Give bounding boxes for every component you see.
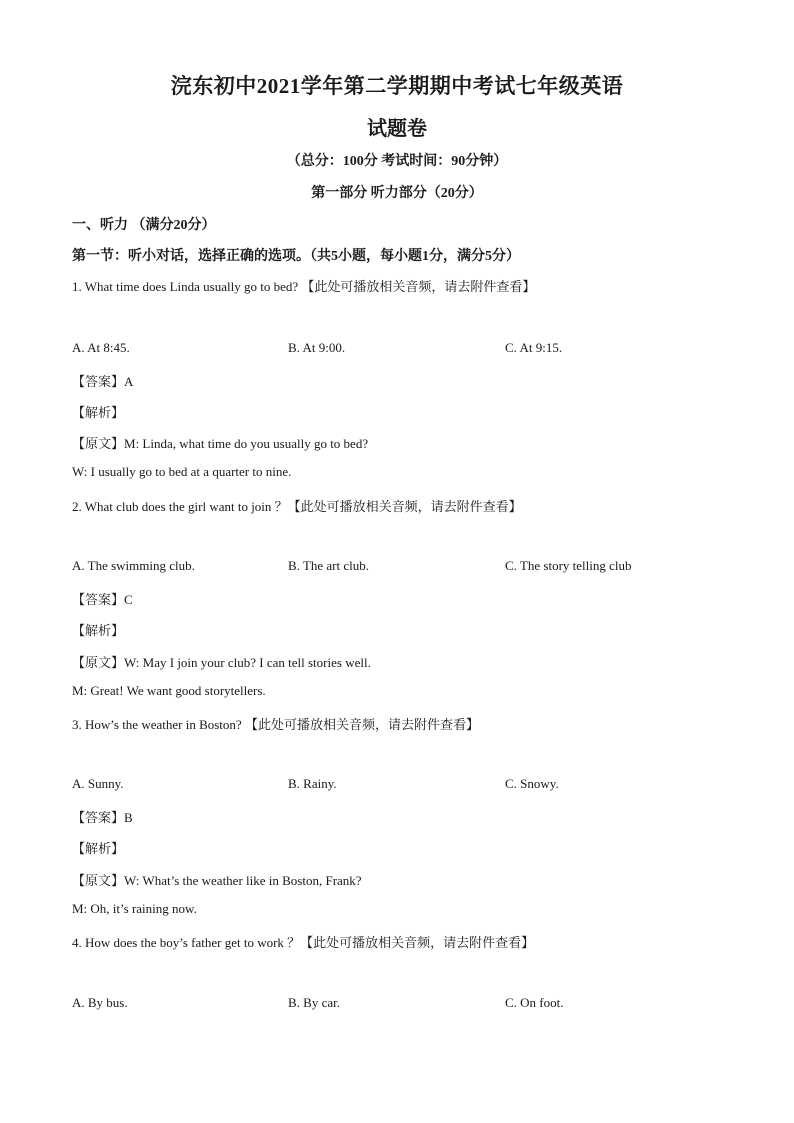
part-title: 第一部分 听力部分（20分）	[311, 186, 483, 201]
option-b: B. Rainy.	[288, 776, 337, 791]
answer-line	[72, 371, 133, 390]
transcript-line	[72, 870, 362, 889]
option-b: B. The art club.	[288, 558, 369, 573]
option-c: C. The story telling club	[505, 558, 632, 573]
option-c: C. Snowy.	[505, 776, 559, 791]
option-c: C. On foot.	[505, 995, 564, 1010]
answer-label: 【答案】	[72, 592, 125, 607]
option-b: B. By car.	[288, 995, 340, 1010]
answer-label: 【答案】	[72, 374, 125, 389]
exam-title: 浣东初中2021学年第二学期期中考试七年级英语	[170, 74, 624, 98]
option-a: A. The swimming club.	[72, 558, 195, 573]
question-3: 3. How’s the weather in Boston? 【此处可播放相关音频，请去附件查看】	[72, 717, 479, 732]
question-4: 4. How does the boy’s father get to work ？【此处可播放相关音频，请去附件查看】	[72, 935, 535, 950]
option-b: B. At 9:00.	[288, 340, 346, 355]
transcript-text: M: Linda, what time do you usually go to bed?	[124, 436, 369, 451]
answer-value: C	[124, 592, 133, 607]
option-a: A. At 8:45.	[72, 340, 130, 355]
transcript-line	[72, 652, 371, 671]
option-a: A. Sunny.	[72, 776, 124, 791]
answer-value: B	[124, 810, 133, 825]
answer-label: 【答案】	[72, 810, 125, 825]
exam-subtitle: 试题卷	[367, 118, 427, 140]
question-1: 1. What time does Linda usually go to bed? 【此处可播放相关音频，请去附件查看】	[72, 279, 536, 294]
original-label: 【原文】	[72, 436, 125, 451]
transcript-line: M: Oh, it’s raining now.	[72, 901, 197, 916]
analysis-label: 【解析】	[72, 841, 125, 856]
transcript-line	[72, 433, 368, 452]
option-c: C. At 9:15.	[505, 340, 563, 355]
original-label: 【原文】	[72, 873, 125, 888]
transcript-line: W: I usually go to bed at a quarter to nine.	[72, 464, 292, 479]
transcript-text: W: May I join your club? I can tell stories well.	[124, 655, 371, 670]
section-heading: 一、听力 （满分20分）	[72, 218, 216, 233]
question-2: 2. What club does the girl want to join ？【此处可播放相关音频，请去附件查看】	[72, 499, 522, 514]
option-a: A. By bus.	[72, 995, 128, 1010]
answer-line	[72, 807, 133, 826]
analysis-label: 【解析】	[72, 405, 125, 420]
transcript-text: W: What’s the weather like in Boston, Frank?	[124, 873, 362, 888]
answer-value: A	[124, 374, 134, 389]
analysis-label: 【解析】	[72, 623, 125, 638]
section-subheading: 第一节：听小对话，选择正确的选项。（共5小题，每小题1分，满分5分）	[72, 249, 520, 264]
transcript-line: M: Great! We want good storytellers.	[72, 683, 266, 698]
answer-line	[72, 589, 133, 608]
score-info: （总分：100分 考试时间：90分钟）	[286, 154, 508, 169]
original-label: 【原文】	[72, 655, 125, 670]
